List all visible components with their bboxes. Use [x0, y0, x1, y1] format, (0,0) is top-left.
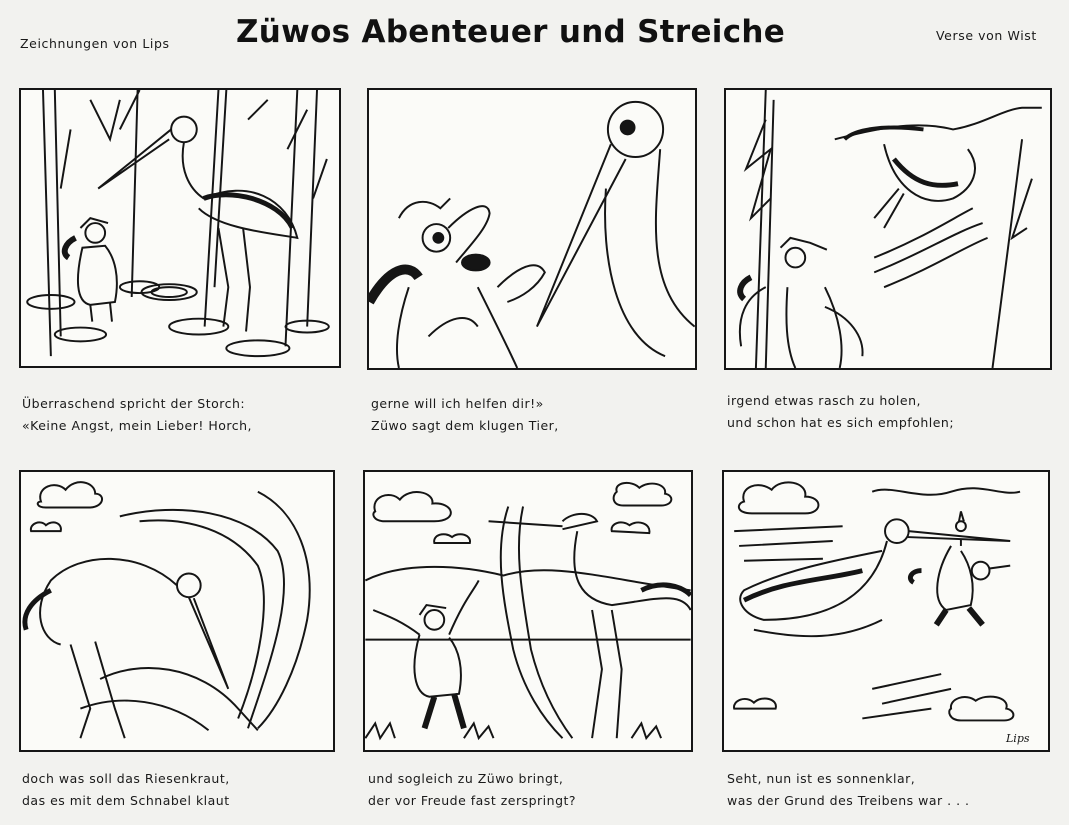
caption-3-line-1: irgend etwas rasch zu holen,	[727, 393, 921, 408]
comic-panel-4	[19, 470, 335, 752]
caption-2-line-2: Züwo sagt dem klugen Tier,	[371, 418, 559, 433]
panel-2-illustration	[369, 90, 695, 368]
caption-1-line-1: Überraschend spricht der Storch:	[22, 396, 246, 411]
panel-6-illustration	[724, 472, 1048, 750]
caption-1-line-2: «Keine Angst, mein Lieber! Horch,	[22, 418, 253, 433]
right-credit: Verse von Wist	[936, 28, 1037, 43]
caption-4-line-2: das es mit dem Schnabel klaut	[22, 793, 230, 808]
caption-6	[727, 768, 1057, 812]
left-credit: Zeichnungen von Lips	[20, 36, 170, 51]
caption-1	[22, 393, 352, 437]
comic-panel-6	[722, 470, 1050, 752]
caption-5-line-2: der vor Freude fast zerspringt?	[368, 793, 577, 808]
comic-panel-3	[724, 88, 1052, 370]
comic-panel-2	[367, 88, 697, 370]
caption-6-line-1: Seht, nun ist es sonnenklar,	[727, 771, 916, 786]
panel-1-illustration	[21, 90, 339, 366]
caption-4	[22, 768, 352, 812]
signature: Lips	[1006, 732, 1030, 745]
comic-title: Züwos Abenteuer und Streiche	[236, 14, 786, 50]
caption-4-line-1: doch was soll das Riesenkraut,	[22, 771, 230, 786]
panel-4-illustration	[21, 472, 333, 750]
caption-2	[371, 393, 701, 437]
caption-5-line-1: und sogleich zu Züwo bringt,	[368, 771, 564, 786]
panel-5-illustration	[365, 472, 691, 750]
caption-2-line-1: gerne will ich helfen dir!»	[371, 396, 544, 411]
caption-3	[727, 390, 1057, 434]
caption-3-line-2: und schon hat es sich empfohlen;	[727, 415, 955, 430]
panel-3-illustration	[726, 90, 1050, 368]
caption-5	[368, 768, 698, 812]
comic-panel-5	[363, 470, 693, 752]
caption-6-line-2: was der Grund des Treibens war . . .	[727, 793, 970, 808]
comic-panel-1	[19, 88, 341, 368]
